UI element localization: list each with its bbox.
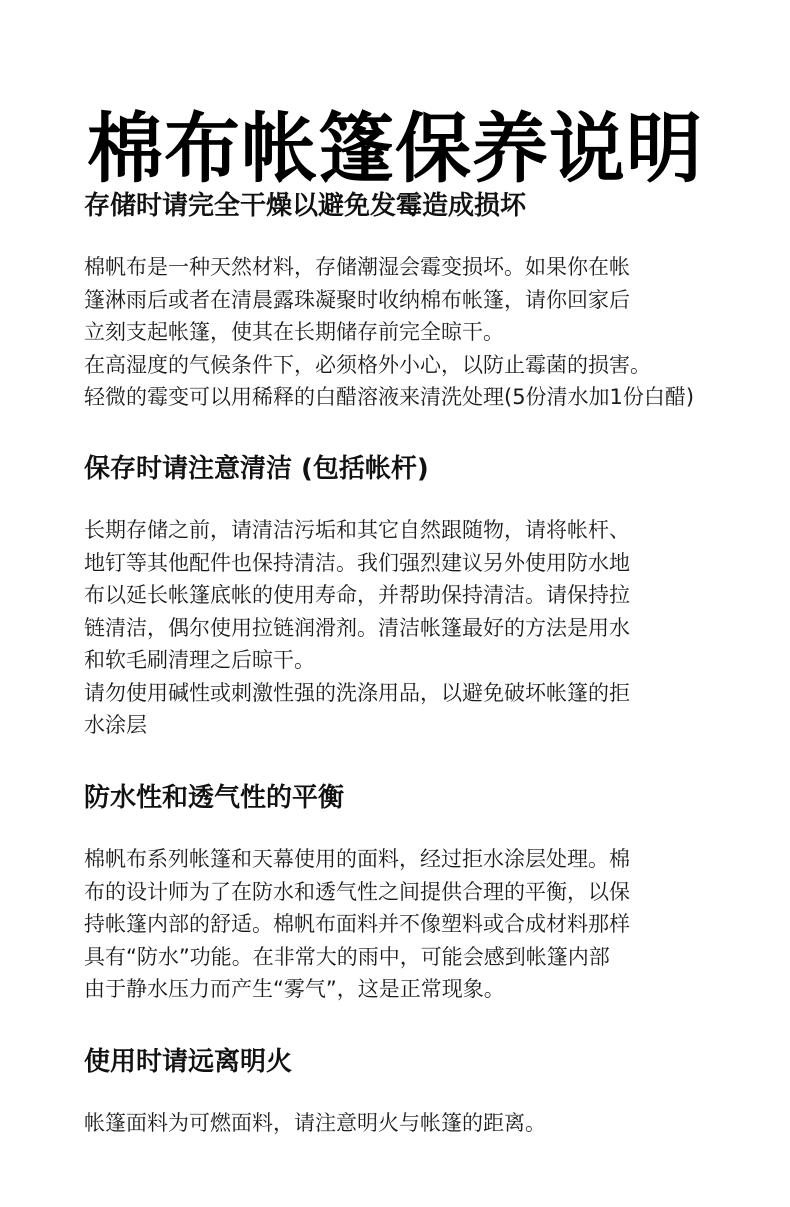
paragraph-line: 立刻支起帐篷，使其在长期储存前完全晾干。 — [84, 320, 504, 344]
paragraph-line: 地钉等其他配件也保持清洁。我们强烈建议另外使用防水地 — [84, 550, 630, 575]
paragraph-line: 布以延长帐篷底帐的使用寿命，并帮助保持清洁。请保持拉 — [84, 583, 630, 607]
paragraph-line: 请勿使用碱性或刺激性强的洗涤用品，以避免破坏帐篷的拒 — [84, 680, 630, 705]
paragraph-line: 轻微的霉变可以用稀释的白醋溶液来清洗处理(5份清水加1份白醋) — [84, 385, 695, 409]
paragraph-line: 布的设计师为了在防水和透气性之间提供合理的平衡，以保 — [84, 879, 630, 904]
paragraph-line: 棉帆布系列帐篷和天幕使用的面料，经过拒水涂层处理。棉 — [84, 847, 630, 871]
section-storage-dry — [84, 188, 784, 409]
page-title: 棉布帐篷保养说明 — [87, 103, 703, 193]
paragraph-line: 棉帆布是一种天然材料，存储潮湿会霉变损坏。如果你在帐 — [84, 255, 630, 279]
paragraph-line: 持帐篷内部的舒适。棉帆布面料并不像塑料或合成材料那样 — [84, 912, 630, 936]
section-heading: 存储时请完全干燥以避免发霉造成损坏 — [84, 191, 527, 221]
section-body — [84, 514, 784, 742]
paragraph-line: 篷淋雨后或者在清晨露珠凝聚时收纳棉布帐篷，请你回家后 — [84, 287, 630, 312]
paragraph-line: 和软毛刷清理之后晾干。 — [84, 648, 315, 672]
section-heading: 使用时请远离明火 — [84, 1047, 293, 1077]
section-fire-safety — [84, 1044, 784, 1135]
paragraph-line: 帐篷面料为可燃面料，请注意明火与帐篷的距离。 — [84, 1111, 546, 1135]
section-body — [84, 1107, 784, 1140]
section-heading: 防水性和透气性的平衡 — [84, 783, 345, 813]
paragraph-line: 具有“防水”功能。在非常大的雨中，可能会感到帐篷内部 — [84, 944, 610, 969]
section-heading: 保存时请注意清洁 (包括帐杆) — [84, 454, 429, 484]
section-storage-clean — [84, 451, 784, 737]
paragraph-line: 水涂层 — [84, 713, 147, 737]
section-body — [84, 843, 784, 1006]
paragraph-line: 长期存储之前，请清洁污垢和其它自然跟随物，请将帐杆、 — [84, 518, 630, 542]
paragraph-line: 由于静水压力而产生“雾气”，这是正常现象。 — [84, 977, 505, 1001]
section-body — [84, 251, 784, 414]
paragraph-line: 在高湿度的气候条件下，必须格外小心，以防止霉菌的损害。 — [84, 352, 651, 377]
paragraph-line: 链清洁，偶尔使用拉链润滑剂。清洁帐篷最好的方法是用水 — [84, 615, 630, 640]
section-waterproof-breathability — [84, 780, 784, 1001]
